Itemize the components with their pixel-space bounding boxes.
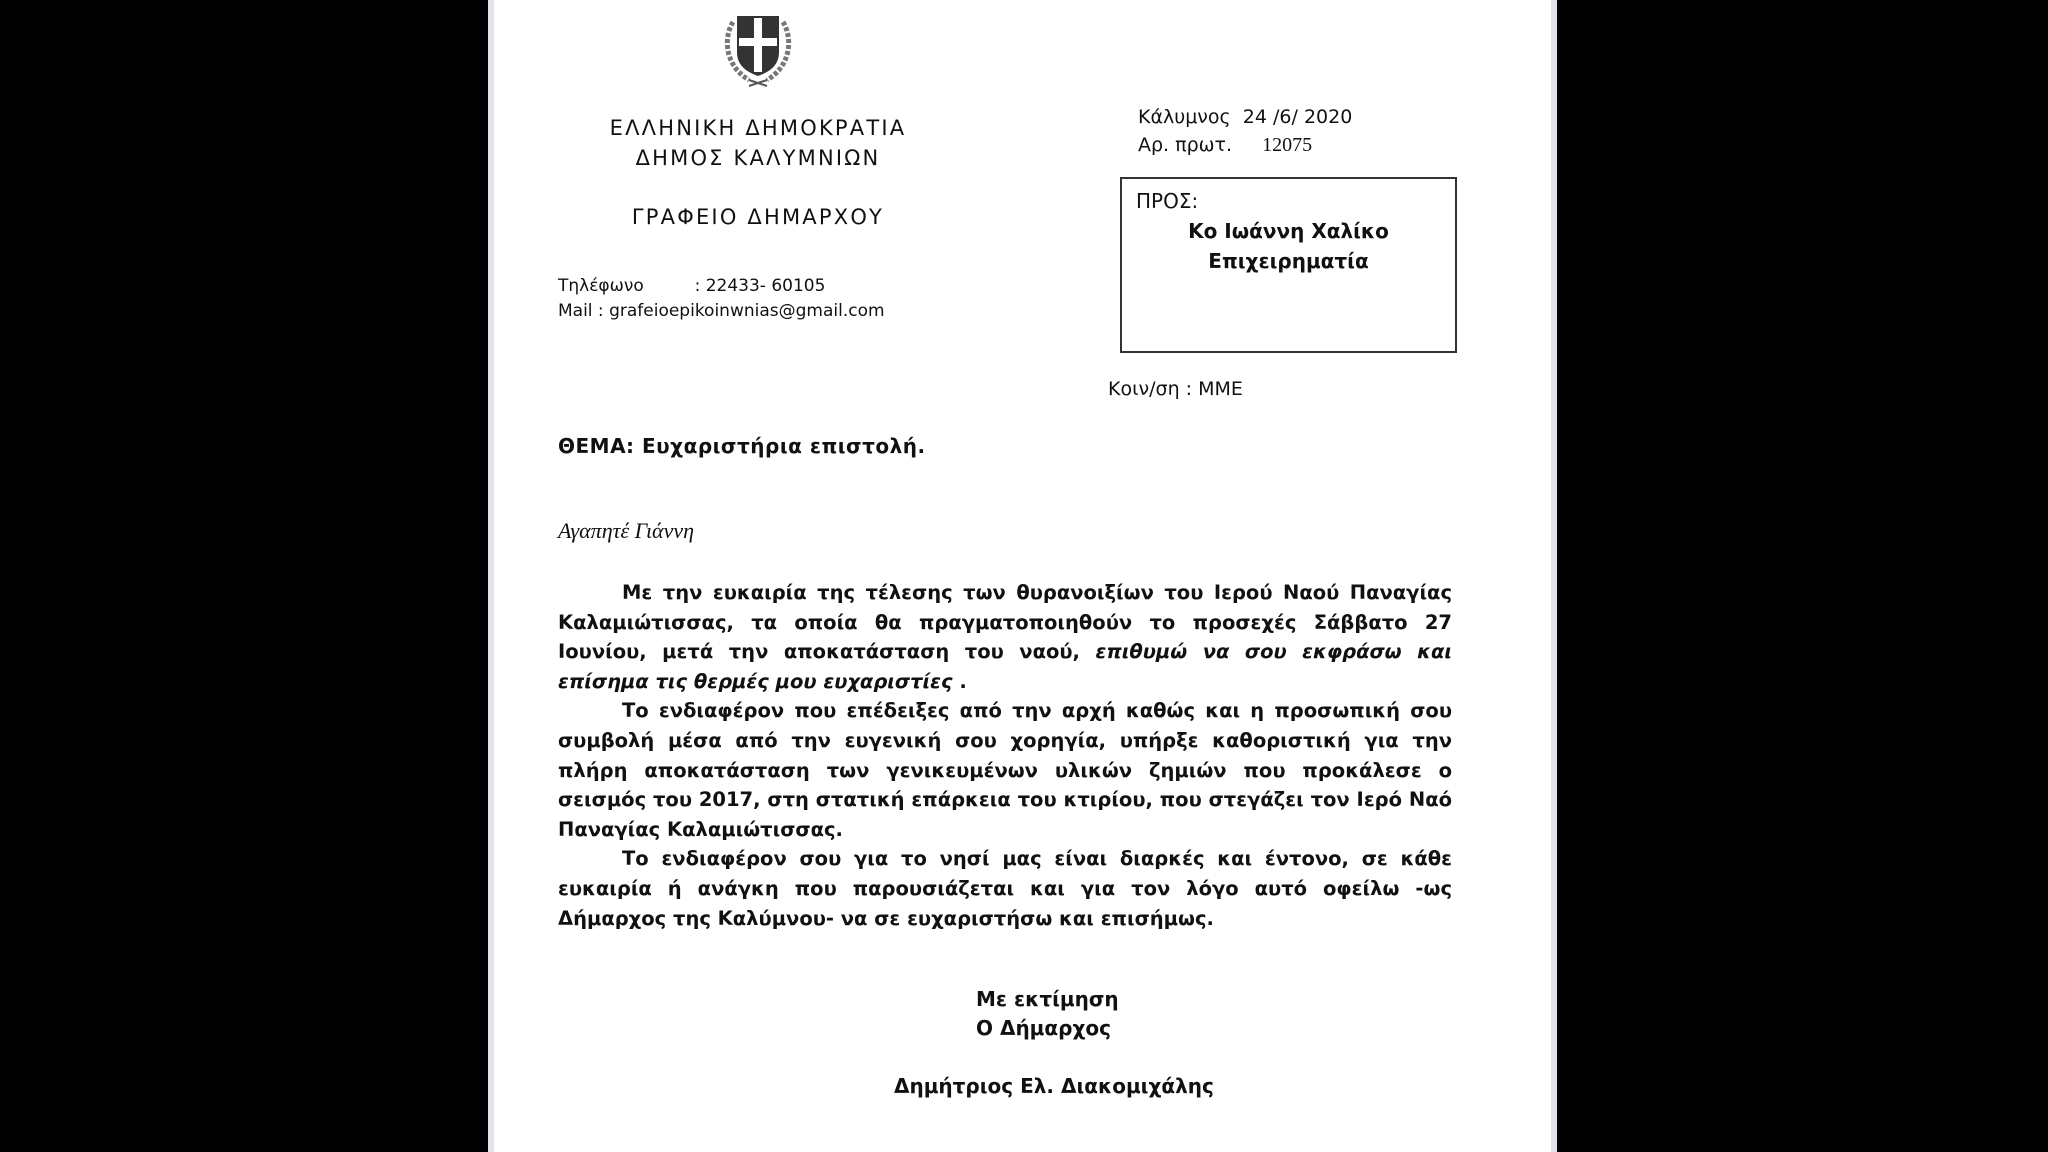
country-heading: ΕΛΛΗΝΙΚΗ ΔΗΜΟΚΡΑΤΙΑ bbox=[609, 116, 907, 140]
mail-line bbox=[558, 301, 885, 321]
signer-role: Ο Δήμαρχος bbox=[976, 1016, 1111, 1040]
paragraph-1-italic: επιθυμώ να σου εκφράσω και επίσημα τις θερμές μου ευχαριστίες bbox=[558, 640, 1452, 693]
protocol-number: 12075 bbox=[1262, 134, 1313, 156]
greek-coat-of-arms-icon bbox=[719, 8, 797, 88]
paragraph-1-end: . bbox=[952, 669, 967, 693]
mail-value[interactable]: grafeioepikoinwnias@gmail.com bbox=[609, 301, 885, 321]
letter-page bbox=[488, 0, 1557, 1152]
phone-label: Τηλέφωνο bbox=[558, 276, 644, 296]
date: 24 /6/ 2020 bbox=[1242, 106, 1353, 128]
office-heading: ΓΡΑΦΕΙΟ ΔΗΜΑΡΧΟΥ bbox=[631, 205, 885, 229]
date-line bbox=[1138, 106, 1352, 128]
greeting: Αγαπητέ Γιάννη bbox=[558, 518, 695, 543]
paragraph-3: Το ενδιαφέρον σου για το νησί μας είναι διαρκές και έντονο, σε κάθε ευκαιρία ή ανάγκη που παρουσιάζεται και για τον λόγο αυτό οφείλω -ως Δήμαρχος της Καλύμνου- να σε ευχαριστήσω και επισήμως. bbox=[558, 847, 1452, 930]
phone-line bbox=[558, 276, 825, 296]
recipient-box bbox=[1120, 177, 1457, 353]
cc-line: Κοιν/ση : ΜΜΕ bbox=[1108, 378, 1243, 400]
phone-value: : 22433- 60105 bbox=[694, 276, 826, 296]
recipient-label: ΠΡΟΣ: bbox=[1136, 189, 1199, 213]
signer-name: Δημήτριος Ελ. Διακομιχάλης bbox=[894, 1074, 1214, 1098]
place: Κάλυμνος bbox=[1138, 106, 1231, 128]
municipality-heading: ΔΗΜΟΣ ΚΑΛΥΜΝΙΩΝ bbox=[635, 146, 881, 170]
letter-body bbox=[558, 578, 1452, 933]
paragraph-1 bbox=[558, 578, 1452, 696]
closing: Με εκτίμηση bbox=[976, 987, 1119, 1011]
paragraph-1-text: Με την ευκαιρία της τέλεσης των θυρανοιξίων του Ιερού Ναού Παναγίας Καλαμιώτισσας, τα οποία θα πραγματοποιηθούν το προσεχές Σάββατο 27 Ιουνίου, μετά την αποκατάσταση του ναού, bbox=[558, 581, 1452, 664]
protocol-label: Αρ. πρωτ. bbox=[1138, 134, 1233, 156]
paragraph-2: Το ενδιαφέρον που επέδειξες από την αρχή καθώς και η προσωπική σου συμβολή μέσα από την ευγενική σου χορηγία, υπήρξε καθοριστική για την πλήρη αποκατάσταση των γενικευμένων υλικών ζημιών που προκάλεσε ο σεισμός του 2017, στη στατική επάρκεια του κτιρίου, που στεγάζει τον Ιερό Ναό Παναγίας Καλαμιώτισσας. bbox=[558, 699, 1452, 841]
recipient-name: Κο Ιωάννη Χαλίκο bbox=[1188, 219, 1389, 243]
protocol-line bbox=[1138, 134, 1312, 157]
subject-line: ΘΕΜΑ: Ευχαριστήρια επιστολή. bbox=[558, 434, 926, 458]
mail-label: Mail : bbox=[558, 301, 610, 321]
recipient-title: Επιχειρηματία bbox=[1208, 249, 1369, 273]
